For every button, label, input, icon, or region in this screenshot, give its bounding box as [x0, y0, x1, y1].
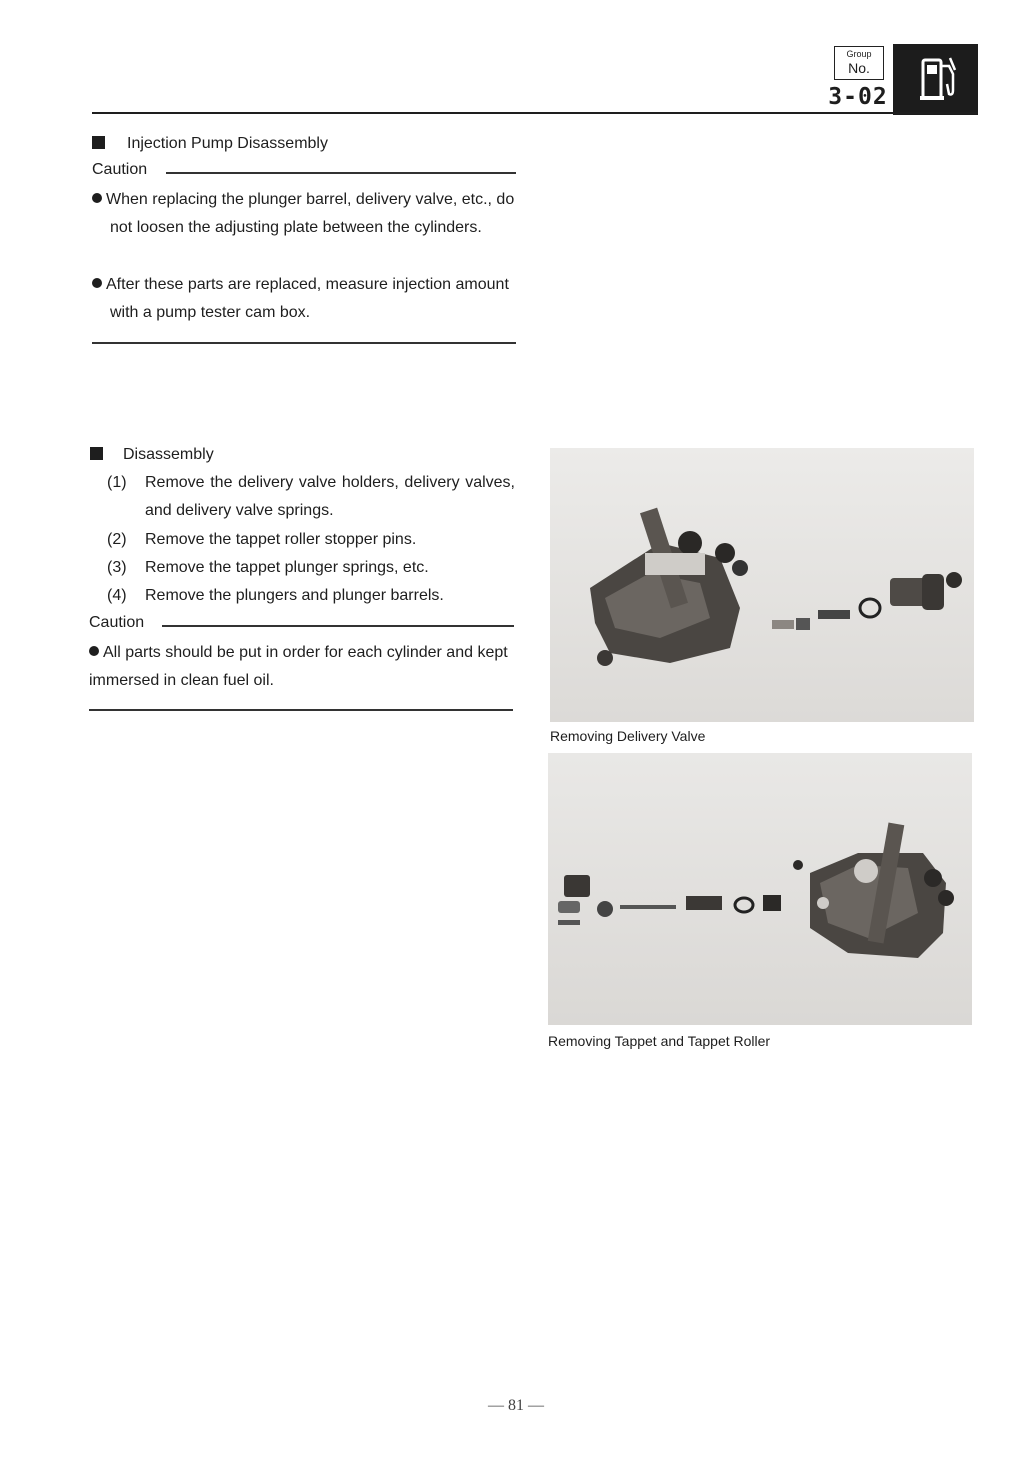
- photo-tappet-roller: [548, 753, 972, 1025]
- figure-caption: Removing Delivery Valve: [550, 728, 706, 744]
- step-item: (1) Remove the delivery valve holders, delivery valves, and delivery valve springs.: [107, 474, 515, 519]
- bullet-dot-icon: [92, 193, 102, 203]
- step-item: (4) Remove the plungers and plunger barrels.: [107, 587, 444, 604]
- section-heading: [90, 445, 214, 465]
- fuel-pump-icon: [893, 44, 978, 115]
- caution-bullet: After these parts are replaced, measure injection amount with a pump tester cam box.: [92, 271, 516, 327]
- caution-end-rule: [89, 709, 513, 711]
- group-number-box: [834, 46, 884, 80]
- caution-bullet: When replacing the plunger barrel, delivery valve, etc., do not loosen the adjusting plate between the cylinders.: [92, 186, 516, 242]
- bullet-dot-icon: [92, 278, 102, 288]
- step-item: (2) Remove the tappet roller stopper pins.: [107, 531, 417, 548]
- no-label: No.: [848, 60, 870, 76]
- step-item: (3) Remove the tappet plunger springs, etc.: [107, 559, 429, 576]
- section-title: Disassembly: [123, 446, 214, 463]
- bullet-dot-icon: [89, 646, 99, 656]
- caution-label: Caution: [89, 614, 145, 631]
- page-number: — 81 —: [488, 1397, 544, 1414]
- section-heading: [92, 134, 328, 154]
- photo-delivery-valve: [550, 448, 974, 722]
- square-bullet-icon: [90, 447, 103, 460]
- header-rule: [92, 112, 978, 114]
- section-title: Injection Pump Disassembly: [127, 135, 328, 152]
- square-bullet-icon: [92, 136, 105, 149]
- caution-rule: [166, 172, 516, 174]
- group-label: Group: [846, 49, 872, 59]
- caution-bullet: All parts should be put in order for each cylinder and kept immersed in clean fuel oil.: [89, 644, 508, 689]
- caution-label: Caution: [92, 161, 148, 178]
- caution-end-rule: [92, 342, 516, 344]
- figure-caption: Removing Tappet and Tappet Roller: [548, 1033, 771, 1049]
- group-code: 3-02: [828, 84, 888, 110]
- caution-rule: [162, 625, 514, 627]
